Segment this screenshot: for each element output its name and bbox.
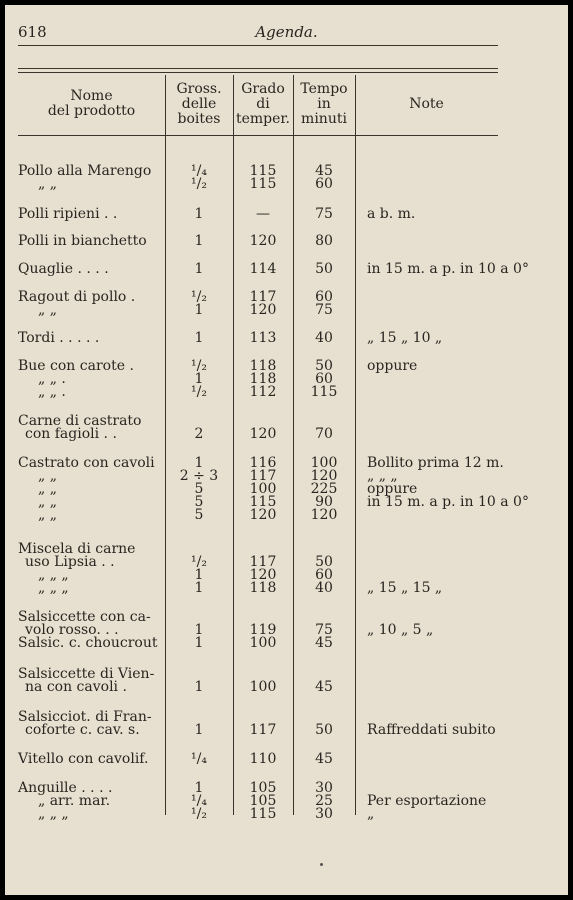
temperature-value: 100	[249, 635, 277, 651]
product-name: „ „	[38, 302, 57, 318]
temperature-value: 120	[249, 302, 277, 318]
product-name: coforte c. cav. s.	[25, 722, 140, 738]
temperature-value: 115	[249, 176, 277, 192]
page-speck	[320, 863, 323, 866]
temperature-value: —	[256, 206, 270, 222]
product-name: Anguille . . . .	[18, 780, 113, 796]
size-value: 1	[194, 580, 204, 596]
size-value: 1	[194, 567, 204, 583]
header-notes: Note	[409, 96, 444, 112]
size-value: 1	[194, 302, 204, 318]
size-value: 1	[194, 722, 204, 738]
product-name: Salsic. c. choucrout	[18, 635, 158, 651]
temperature-value: 117	[249, 722, 277, 738]
size-value: ¹/₂	[191, 384, 207, 400]
temperature-value: 117	[249, 289, 277, 305]
table-double-rule-1	[18, 68, 498, 69]
time-value: 45	[315, 751, 333, 767]
note-text: in 15 m. a p. in 10 a 0°	[367, 494, 529, 510]
product-name: „ „	[38, 176, 57, 192]
size-value: 1	[194, 371, 204, 387]
product-name: „ „ .	[38, 371, 66, 387]
product-name: Tordi . . . . .	[18, 330, 100, 346]
product-name: Polli ripieni . .	[18, 206, 118, 222]
time-value: 120	[310, 507, 338, 523]
temperature-value: 116	[249, 455, 277, 471]
temperature-value: 115	[249, 494, 277, 510]
note-text: a b. m.	[367, 206, 416, 222]
note-text: „ 15 „ 10 „	[367, 330, 443, 346]
time-value: 100	[310, 455, 338, 471]
header-time: Tempo in minuti	[300, 81, 348, 127]
product-name: Castrato con cavoli	[18, 455, 155, 471]
size-value: ¹/₄	[191, 793, 207, 809]
product-name: Carne di castrato	[18, 413, 142, 429]
product-name: „ „ .	[38, 384, 66, 400]
time-value: 60	[315, 371, 333, 387]
temperature-value: 115	[249, 806, 277, 822]
header-temperature: Grado di temper.	[235, 81, 291, 127]
product-name: volo rosso. . .	[25, 622, 119, 638]
temperature-value: 120	[249, 567, 277, 583]
temperature-value: 119	[249, 622, 277, 638]
time-value: 115	[310, 384, 338, 400]
top-rule	[18, 45, 498, 46]
temperature-value: 117	[249, 468, 277, 484]
time-value: 50	[315, 722, 333, 738]
size-value: 1	[194, 635, 204, 651]
product-name: Pollo alla Marengo	[18, 163, 152, 179]
product-name: Polli in bianchetto	[18, 233, 147, 249]
product-name: Ragout di pollo .	[18, 289, 136, 305]
time-value: 50	[315, 358, 333, 374]
time-value: 50	[315, 261, 333, 277]
time-value: 60	[315, 567, 333, 583]
temperature-value: 105	[249, 780, 277, 796]
time-value: 90	[315, 494, 333, 510]
note-text: „ 10 „ 5 „	[367, 622, 434, 638]
time-value: 75	[315, 206, 333, 222]
product-name: Vitello con cavolif.	[18, 751, 149, 767]
note-text: „ 15 „ 15 „	[367, 580, 443, 596]
time-value: 60	[315, 289, 333, 305]
book-page	[5, 5, 568, 895]
temperature-value: 112	[249, 384, 277, 400]
size-value: 1	[194, 233, 204, 249]
note-text: Per esportazione	[367, 793, 487, 809]
time-value: 75	[315, 622, 333, 638]
temperature-value: 118	[249, 371, 277, 387]
header-size: Gross. delle boites	[176, 81, 222, 127]
running-title: Agenda.	[255, 23, 318, 41]
size-value: ¹/₂	[191, 358, 207, 374]
product-name: Salsiccette di Vien-	[18, 666, 155, 682]
temperature-value: 117	[249, 554, 277, 570]
size-value: 1	[194, 780, 204, 796]
note-text: Bollito prima 12 m.	[367, 455, 504, 471]
time-value: 30	[315, 806, 333, 822]
size-value: 2	[194, 426, 204, 442]
time-value: 40	[315, 580, 333, 596]
page-number: 618	[18, 23, 47, 41]
size-value: 1	[194, 206, 204, 222]
temperature-value: 100	[249, 481, 277, 497]
size-value: ¹/₂	[191, 289, 207, 305]
size-value: 1	[194, 330, 204, 346]
size-value: 5	[194, 481, 204, 497]
time-value: 120	[310, 468, 338, 484]
note-text: oppure	[367, 358, 418, 374]
product-name: „ „	[38, 481, 57, 497]
temperature-value: 120	[249, 426, 277, 442]
header-bottom-rule	[18, 135, 498, 136]
size-value: 1	[194, 261, 204, 277]
note-text: in 15 m. a p. in 10 a 0°	[367, 261, 529, 277]
time-value: 30	[315, 780, 333, 796]
product-name: „ „ „	[38, 567, 69, 583]
time-value: 225	[310, 481, 338, 497]
product-name: na con cavoli .	[25, 679, 127, 695]
product-name: Quaglie . . . .	[18, 261, 109, 277]
product-name: Bue con carote .	[18, 358, 134, 374]
size-value: 5	[194, 507, 204, 523]
product-name: Salsiccette con ca-	[18, 609, 151, 625]
product-name: Salsicciot. di Fran-	[18, 709, 152, 725]
temperature-value: 115	[249, 163, 277, 179]
time-value: 45	[315, 163, 333, 179]
size-value: ¹/₂	[191, 176, 207, 192]
note-text: oppure	[367, 481, 418, 497]
note-text: „ „ „	[367, 468, 398, 484]
size-value: ¹/₄	[191, 163, 207, 179]
product-name: uso Lipsia . .	[25, 554, 115, 570]
temperature-value: 105	[249, 793, 277, 809]
product-name: „ „	[38, 468, 57, 484]
product-name: „ „ „	[38, 806, 69, 822]
column-divider	[355, 75, 356, 815]
temperature-value: 114	[249, 261, 277, 277]
size-value: ¹/₄	[191, 751, 207, 767]
time-value: 45	[315, 679, 333, 695]
product-name: „ „ „	[38, 580, 69, 596]
product-name: „ arr. mar.	[38, 793, 111, 809]
size-value: 5	[194, 494, 204, 510]
note-text: Raffreddati subito	[367, 722, 496, 738]
note-text: „	[367, 806, 375, 822]
time-value: 50	[315, 554, 333, 570]
size-value: ¹/₂	[191, 554, 207, 570]
temperature-value: 100	[249, 679, 277, 695]
size-value: 2 ÷ 3	[179, 468, 219, 484]
temperature-value: 118	[249, 580, 277, 596]
temperature-value: 118	[249, 358, 277, 374]
time-value: 45	[315, 635, 333, 651]
size-value: 1	[194, 455, 204, 471]
product-name: Miscela di carne	[18, 541, 136, 557]
temperature-value: 110	[249, 751, 277, 767]
size-value: 1	[194, 622, 204, 638]
size-value: 1	[194, 679, 204, 695]
temperature-value: 120	[249, 233, 277, 249]
time-value: 75	[315, 302, 333, 318]
product-name: „ „	[38, 494, 57, 510]
product-name: „ „	[38, 507, 57, 523]
product-name: con fagioli . .	[25, 426, 117, 442]
temperature-value: 120	[249, 507, 277, 523]
header-product: Nome del prodotto	[47, 88, 136, 119]
table-double-rule-2	[18, 72, 498, 73]
time-value: 70	[315, 426, 333, 442]
time-value: 25	[315, 793, 333, 809]
size-value: ¹/₂	[191, 806, 207, 822]
time-value: 60	[315, 176, 333, 192]
temperature-value: 113	[249, 330, 277, 346]
time-value: 40	[315, 330, 333, 346]
time-value: 80	[315, 233, 333, 249]
